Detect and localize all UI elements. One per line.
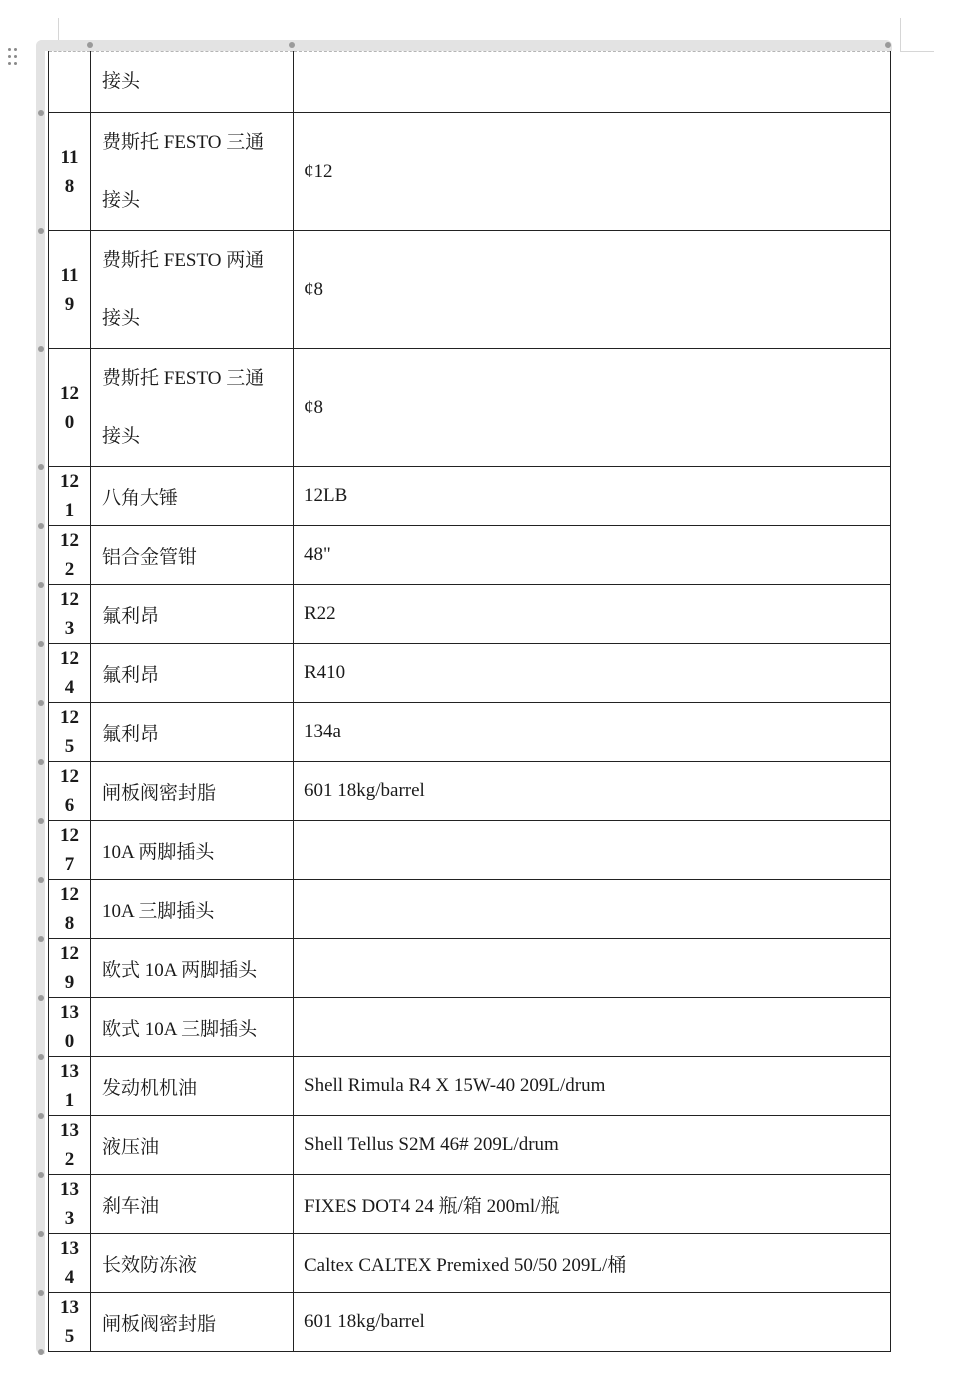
row-resize-dot[interactable]: [38, 110, 44, 116]
row-resize-dot[interactable]: [38, 818, 44, 824]
item-spec[interactable]: Shell Rimula R4 X 15W-40 209L/drum: [294, 1057, 891, 1116]
table-row: [49, 349, 891, 467]
row-number[interactable]: 122: [49, 526, 91, 585]
item-name[interactable]: 氟利昂: [91, 585, 294, 644]
row-resize-dot[interactable]: [38, 523, 44, 529]
row-number[interactable]: 128: [49, 880, 91, 939]
row-number[interactable]: 126: [49, 762, 91, 821]
item-spec[interactable]: 601 18kg/barrel: [294, 762, 891, 821]
item-name[interactable]: 费斯托 FESTO 三通接头: [91, 349, 294, 467]
row-number[interactable]: 123: [49, 585, 91, 644]
row-resize-dot[interactable]: [38, 995, 44, 1001]
row-number[interactable]: [49, 52, 91, 113]
item-spec[interactable]: 601 18kg/barrel: [294, 1293, 891, 1352]
column-resize-dot[interactable]: [289, 42, 295, 48]
table-row: [49, 1057, 891, 1116]
item-name[interactable]: 八角大锤: [91, 467, 294, 526]
row-number[interactable]: 119: [49, 231, 91, 349]
item-name[interactable]: 铝合金管钳: [91, 526, 294, 585]
table-drag-handle-icon[interactable]: [6, 46, 20, 68]
item-name[interactable]: 长效防冻液: [91, 1234, 294, 1293]
table-row: [49, 526, 891, 585]
row-number[interactable]: 121: [49, 467, 91, 526]
item-spec[interactable]: Shell Tellus S2M 46# 209L/drum: [294, 1116, 891, 1175]
table-row: [49, 231, 891, 349]
table-row: [49, 821, 891, 880]
table-row: [49, 939, 891, 998]
row-resize-dot[interactable]: [38, 228, 44, 234]
table-row: [49, 880, 891, 939]
item-name[interactable]: 欧式 10A 两脚插头: [91, 939, 294, 998]
row-number[interactable]: 131: [49, 1057, 91, 1116]
row-resize-dot[interactable]: [38, 1231, 44, 1237]
crop-mark-top-right-horizontal: [900, 51, 934, 52]
row-resize-dot[interactable]: [38, 1054, 44, 1060]
item-spec[interactable]: 12LB: [294, 467, 891, 526]
item-name[interactable]: 液压油: [91, 1116, 294, 1175]
item-spec[interactable]: ¢8: [294, 349, 891, 467]
table-row: [49, 1175, 891, 1234]
table-row: [49, 113, 891, 231]
crop-mark-top-right-vertical: [900, 18, 901, 52]
row-resize-dot[interactable]: [38, 936, 44, 942]
table-row: [49, 644, 891, 703]
item-spec[interactable]: R22: [294, 585, 891, 644]
item-name[interactable]: 10A 两脚插头: [91, 821, 294, 880]
row-resize-dot[interactable]: [38, 641, 44, 647]
row-number[interactable]: 130: [49, 998, 91, 1057]
row-number[interactable]: 127: [49, 821, 91, 880]
item-name[interactable]: 刹车油: [91, 1175, 294, 1234]
row-resize-dot[interactable]: [38, 1113, 44, 1119]
table-row: [49, 1293, 891, 1352]
row-resize-dot[interactable]: [38, 1349, 44, 1355]
item-name[interactable]: 费斯托 FESTO 三通接头: [91, 113, 294, 231]
item-spec[interactable]: [294, 52, 891, 113]
row-number[interactable]: 129: [49, 939, 91, 998]
item-spec[interactable]: 134a: [294, 703, 891, 762]
item-spec[interactable]: ¢12: [294, 113, 891, 231]
row-resize-dot[interactable]: [38, 1172, 44, 1178]
item-spec[interactable]: [294, 821, 891, 880]
row-resize-dot[interactable]: [38, 877, 44, 883]
table-row: [49, 703, 891, 762]
row-number[interactable]: 118: [49, 113, 91, 231]
row-resize-dot[interactable]: [38, 464, 44, 470]
table-row: [49, 1116, 891, 1175]
row-resize-dot[interactable]: [38, 759, 44, 765]
item-spec[interactable]: R410: [294, 644, 891, 703]
item-name[interactable]: 闸板阀密封脂: [91, 762, 294, 821]
item-name[interactable]: 发动机机油: [91, 1057, 294, 1116]
row-number[interactable]: 134: [49, 1234, 91, 1293]
row-number[interactable]: 132: [49, 1116, 91, 1175]
item-name[interactable]: 氟利昂: [91, 644, 294, 703]
item-name[interactable]: 闸板阀密封脂: [91, 1293, 294, 1352]
row-resize-dot[interactable]: [38, 582, 44, 588]
item-spec[interactable]: ¢8: [294, 231, 891, 349]
column-resize-bar[interactable]: [36, 40, 892, 51]
row-number[interactable]: 120: [49, 349, 91, 467]
parts-table: [48, 51, 891, 1352]
item-name[interactable]: 费斯托 FESTO 两通接头: [91, 231, 294, 349]
table-row: [49, 1234, 891, 1293]
item-spec[interactable]: FIXES DOT4 24 瓶/箱 200ml/瓶: [294, 1175, 891, 1234]
row-resize-dot[interactable]: [38, 1290, 44, 1296]
item-name[interactable]: 欧式 10A 三脚插头: [91, 998, 294, 1057]
table-row: [49, 998, 891, 1057]
table-row: [49, 762, 891, 821]
row-number[interactable]: 124: [49, 644, 91, 703]
item-name[interactable]: 10A 三脚插头: [91, 880, 294, 939]
item-name[interactable]: 接头: [91, 52, 294, 113]
row-number[interactable]: 133: [49, 1175, 91, 1234]
row-number[interactable]: 125: [49, 703, 91, 762]
table-row: [49, 585, 891, 644]
item-spec[interactable]: [294, 939, 891, 998]
item-spec[interactable]: 48": [294, 526, 891, 585]
table-row: [49, 467, 891, 526]
item-name[interactable]: 氟利昂: [91, 703, 294, 762]
row-resize-dot[interactable]: [38, 700, 44, 706]
row-resize-bar[interactable]: [36, 40, 45, 1354]
row-resize-dot[interactable]: [38, 346, 44, 352]
row-number[interactable]: 135: [49, 1293, 91, 1352]
item-spec[interactable]: [294, 998, 891, 1057]
item-spec[interactable]: Caltex CALTEX Premixed 50/50 209L/桶: [294, 1234, 891, 1293]
item-spec[interactable]: [294, 880, 891, 939]
table-row: [49, 52, 891, 113]
column-resize-dot[interactable]: [885, 42, 891, 48]
column-resize-dot[interactable]: [87, 42, 93, 48]
